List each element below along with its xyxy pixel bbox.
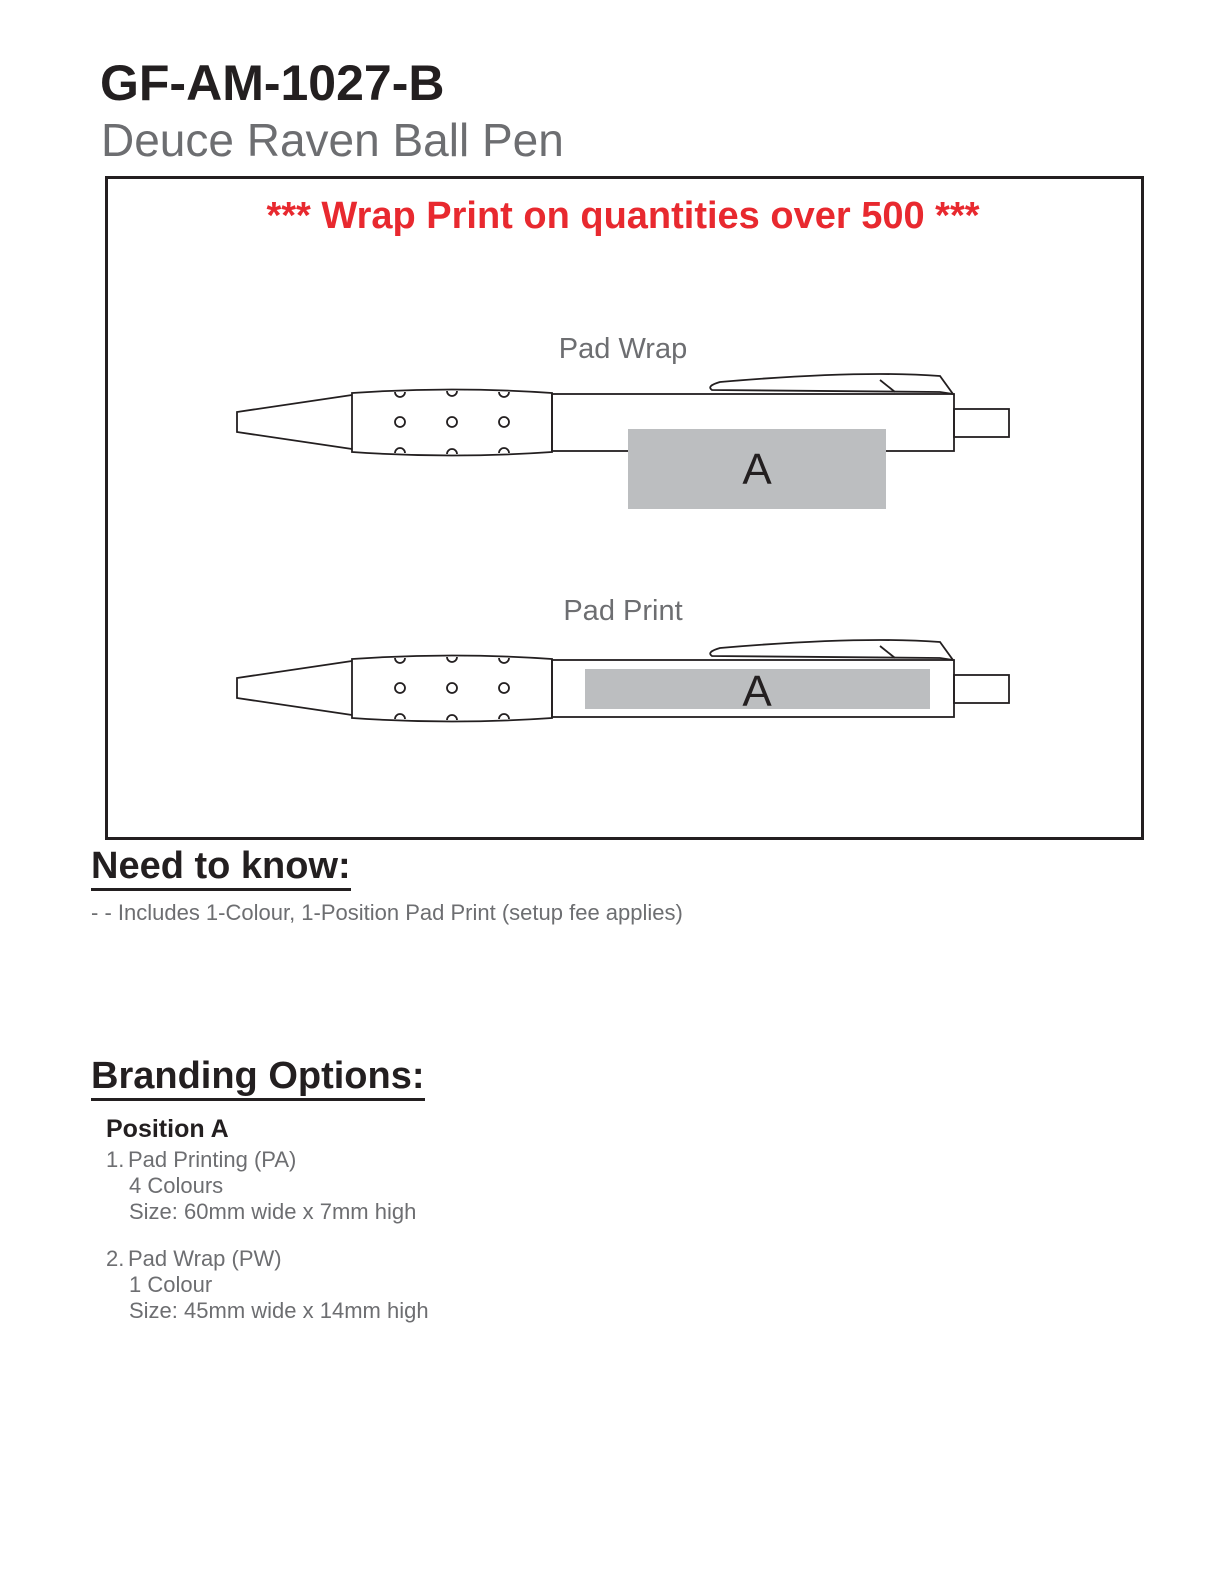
pad-wrap-area-label: A <box>742 445 772 494</box>
position-a-title: Position A <box>106 1115 229 1143</box>
option-colours: 4 Colours <box>129 1173 224 1198</box>
option-name: Pad Wrap (PW) <box>128 1246 282 1271</box>
branding-options-heading: Branding Options: <box>91 1057 425 1101</box>
pen-pad-wrap <box>237 374 1009 456</box>
wrap-print-notice: *** Wrap Print on quantities over 500 *** <box>266 195 980 237</box>
option-size: Size: 60mm wide x 7mm high <box>129 1199 417 1224</box>
pad-print-area-label: A <box>742 667 772 716</box>
option-name: Pad Printing (PA) <box>128 1147 297 1172</box>
option-number: 2. <box>106 1246 125 1271</box>
product-name: Deuce Raven Ball Pen <box>101 114 564 166</box>
product-code: GF-AM-1027-B <box>100 55 445 111</box>
option-colours: 1 Colour <box>129 1272 213 1297</box>
option-size: Size: 45mm wide x 14mm high <box>129 1298 429 1323</box>
branding-option-1 <box>106 1147 416 1225</box>
pad-wrap-label: Pad Wrap <box>558 333 688 365</box>
option-number: 1. <box>106 1147 125 1172</box>
pad-print-label: Pad Print <box>563 595 683 627</box>
branding-option-2 <box>106 1246 429 1324</box>
need-to-know-heading: Need to know: <box>91 847 351 891</box>
need-to-know-item: - - Includes 1-Colour, 1-Position Pad Print (setup fee applies) <box>91 900 683 925</box>
